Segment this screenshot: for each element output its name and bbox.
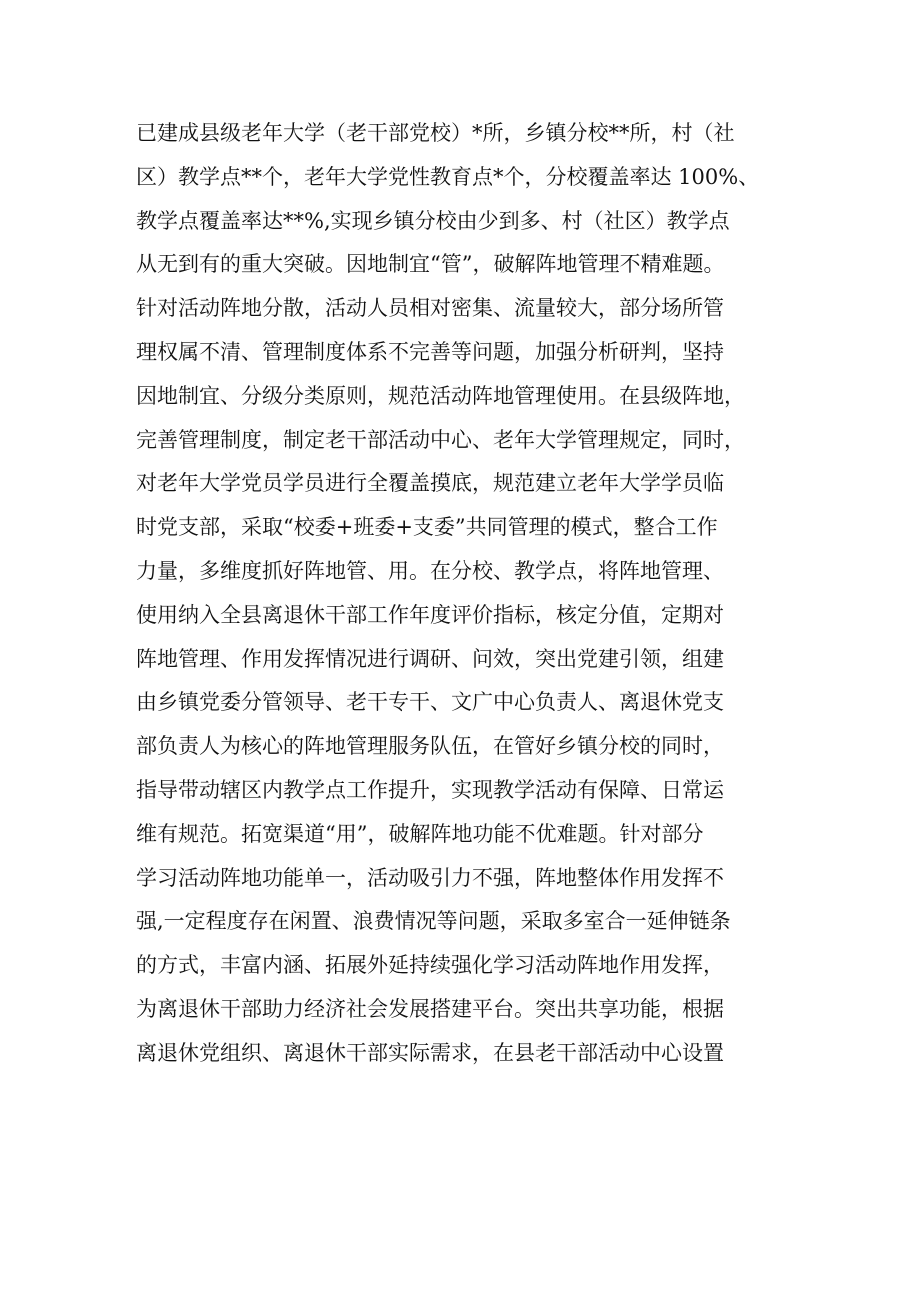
text-line: 维有规范。拓宽渠道“用”，破解阵地功能不优难题。针对部分 — [136, 821, 704, 846]
text-line: 教学点覆盖率达**%,实现乡镇分校由少到多、村（社区）教学点 — [136, 208, 730, 233]
text-line: 的方式，丰富内涵、拓展外延持续强化学习活动阵地作用发挥， — [136, 953, 724, 978]
text-line: 使用纳入全县离退休干部工作年度评价指标，核定分值，定期对 — [136, 602, 724, 627]
text-line: 因地制宜、分级分类原则，规范活动阵地管理使用。在县级阵地， — [136, 383, 745, 408]
text-line: 指导带动辖区内教学点工作提升，实现教学活动有保障、日常运 — [136, 777, 724, 802]
text-line: 针对活动阵地分散，活动人员相对密集、流量较大，部分场所管 — [136, 296, 724, 321]
text-line: 力量，多维度抓好阵地管、用。在分校、教学点，将阵地管理、 — [136, 558, 724, 583]
text-line: 理权属不清、管理制度体系不完善等问题，加强分析研判，坚持 — [136, 339, 724, 364]
text-line: 阵地管理、作用发挥情况进行调研、问效，突出党建引领，组建 — [136, 646, 724, 671]
text-line: 为离退休干部助力经济社会发展搭建平台。突出共享功能，根据 — [136, 996, 724, 1021]
text-line: 强,一定程度存在闲置、浪费情况等问题，采取多室合一延伸链条 — [136, 909, 731, 934]
text-line: 部负责人为核心的阵地管理服务队伍，在管好乡镇分校的同时， — [136, 734, 724, 759]
text-line: 离退休党组织、离退休干部实际需求，在县老干部活动中心设置 — [136, 1040, 724, 1065]
text-line: 从无到有的重大突破。因地制宜“管”，破解阵地管理不精难题。 — [136, 252, 725, 277]
text-line: 区）教学点**个，老年大学党性教育点*个，分校覆盖率达 100%、 — [136, 164, 760, 189]
text-line: 已建成县级老年大学（老干部党校）*所，乡镇分校**所，村（社 — [136, 121, 735, 145]
text-line: 完善管理制度，制定老干部活动中心、老年大学管理规定，同时， — [136, 427, 745, 452]
text-line: 由乡镇党委分管领导、老干专干、文广中心负责人、离退休党支 — [136, 690, 724, 715]
text-line: 对老年大学党员学员进行全覆盖摸底，规范建立老年大学学员临 — [136, 471, 724, 496]
body-paragraph — [136, 112, 796, 1076]
text-line: 学习活动阵地功能单一，活动吸引力不强，阵地整体作用发挥不 — [136, 865, 724, 890]
text-line: 时党支部，采取“校委+班委+支委”共同管理的模式，整合工作 — [136, 515, 718, 540]
